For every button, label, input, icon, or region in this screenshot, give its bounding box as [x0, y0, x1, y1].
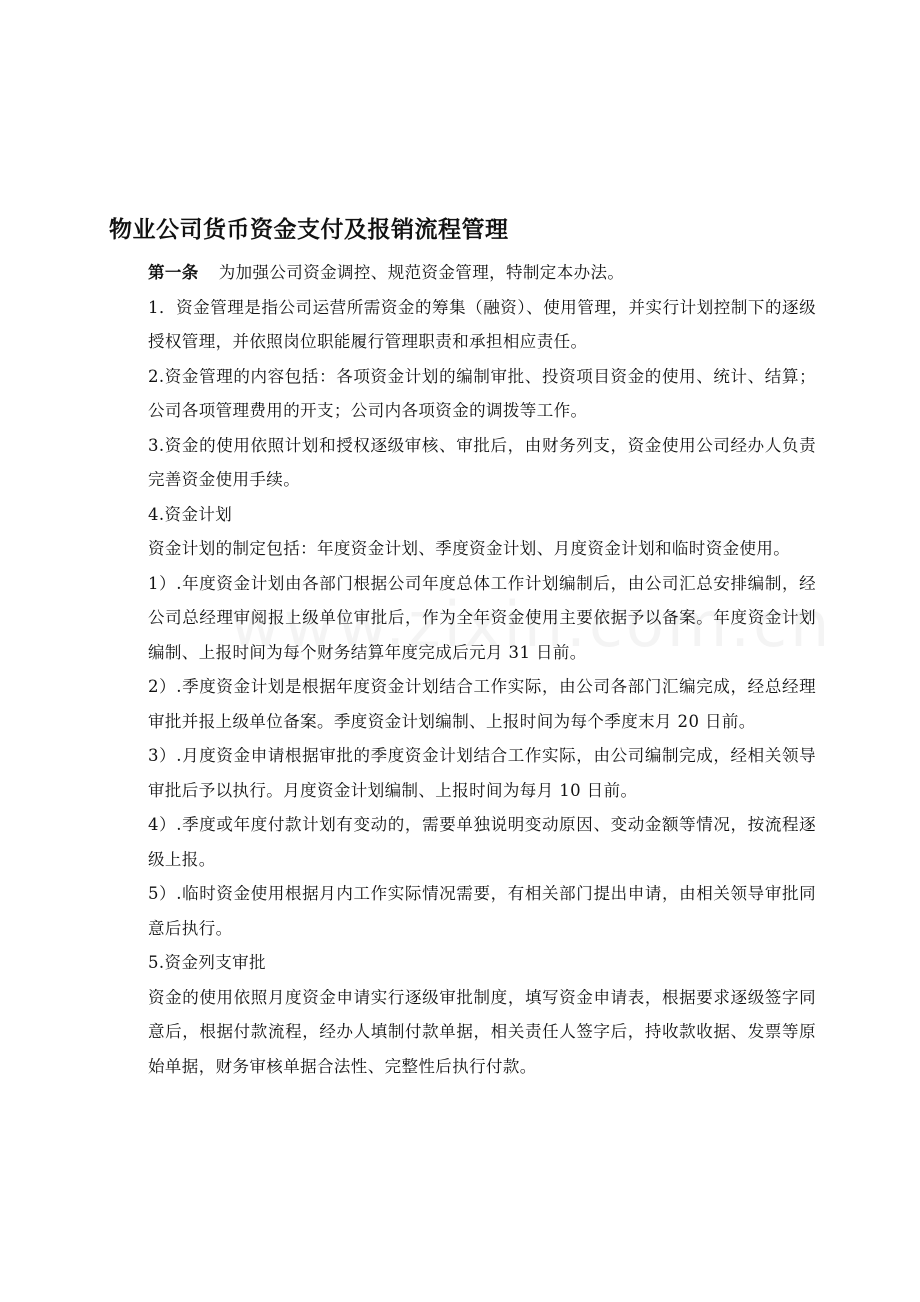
paragraph-10: 5）.临时资金使用根据月内工作实际情况需要，有相关部门提出申请，由相关领导审批同意后执行。 [148, 884, 816, 938]
paragraph-5: 资金计划的制定包括：年度资金计划、季度资金计划、月度资金计划和临时资金使用。 [148, 539, 791, 558]
paragraph-8: 3）.月度资金申请根据审批的季度资金计划结合工作实际，由公司编制完成，经相关领导审批后予以执行。月度资金计划编制、上报时间为每月 10 日前。 [148, 746, 816, 800]
paragraph-2: 2.资金管理的内容包括：各项资金计划的编制审批、投资项目资金的使用、统计、结算；公司各项管理费用的开支；公司内各项资金的调拨等工作。 [148, 366, 816, 420]
article-label: 第一条 [148, 263, 199, 282]
document-body [148, 256, 816, 1084]
paragraph-12: 资金的使用依照月度资金申请实行逐级审批制度，填写资金申请表，根据要求逐级签字同意后，根据付款流程，经办人填制付款单据，相关责任人签字后，持收款收据、发票等原始单据，财务审核单据合法性、完整性后执行付款。 [148, 987, 816, 1076]
paragraph-6: 1）.年度资金计划由各部门根据公司年度总体工作计划编制后，由公司汇总安排编制，经公司总经理审阅报上级单位审批后，作为全年资金使用主要依据予以备案。年度资金计划编制、上报时间为每个财务结算年度完成后元月 31 日前。 [148, 573, 816, 662]
paragraph-9: 4）.季度或年度付款计划有变动的，需要单独说明变动原因、变动金额等情况，按流程逐级上报。 [148, 815, 816, 869]
article-text: 为加强公司资金调控、规范资金管理，特制定本办法。 [218, 263, 625, 282]
paragraph-3: 3.资金的使用依照计划和授权逐级审核、审批后，由财务列支，资金使用公司经办人负责完善资金使用手续。 [148, 435, 816, 489]
paragraph-4: 4.资金计划 [148, 504, 233, 524]
document-title: 物业公司货币资金支付及报销流程管理 [109, 217, 509, 243]
article-one [148, 256, 816, 291]
paragraph-11: 5.资金列支审批 [148, 953, 266, 972]
paragraph-7: 2）.季度资金计划是根据年度资金计划结合工作实际，由公司各部门汇编完成，经总经理审批并报上级单位备案。季度资金计划编制、上报时间为每个季度末月 20 日前。 [148, 677, 816, 731]
paragraph-1: 1．资金管理是指公司运营所需资金的筹集（融资）、使用管理，并实行计划控制下的逐级授权管理，并依照岗位职能履行管理职责和承担相应责任。 [148, 297, 816, 351]
